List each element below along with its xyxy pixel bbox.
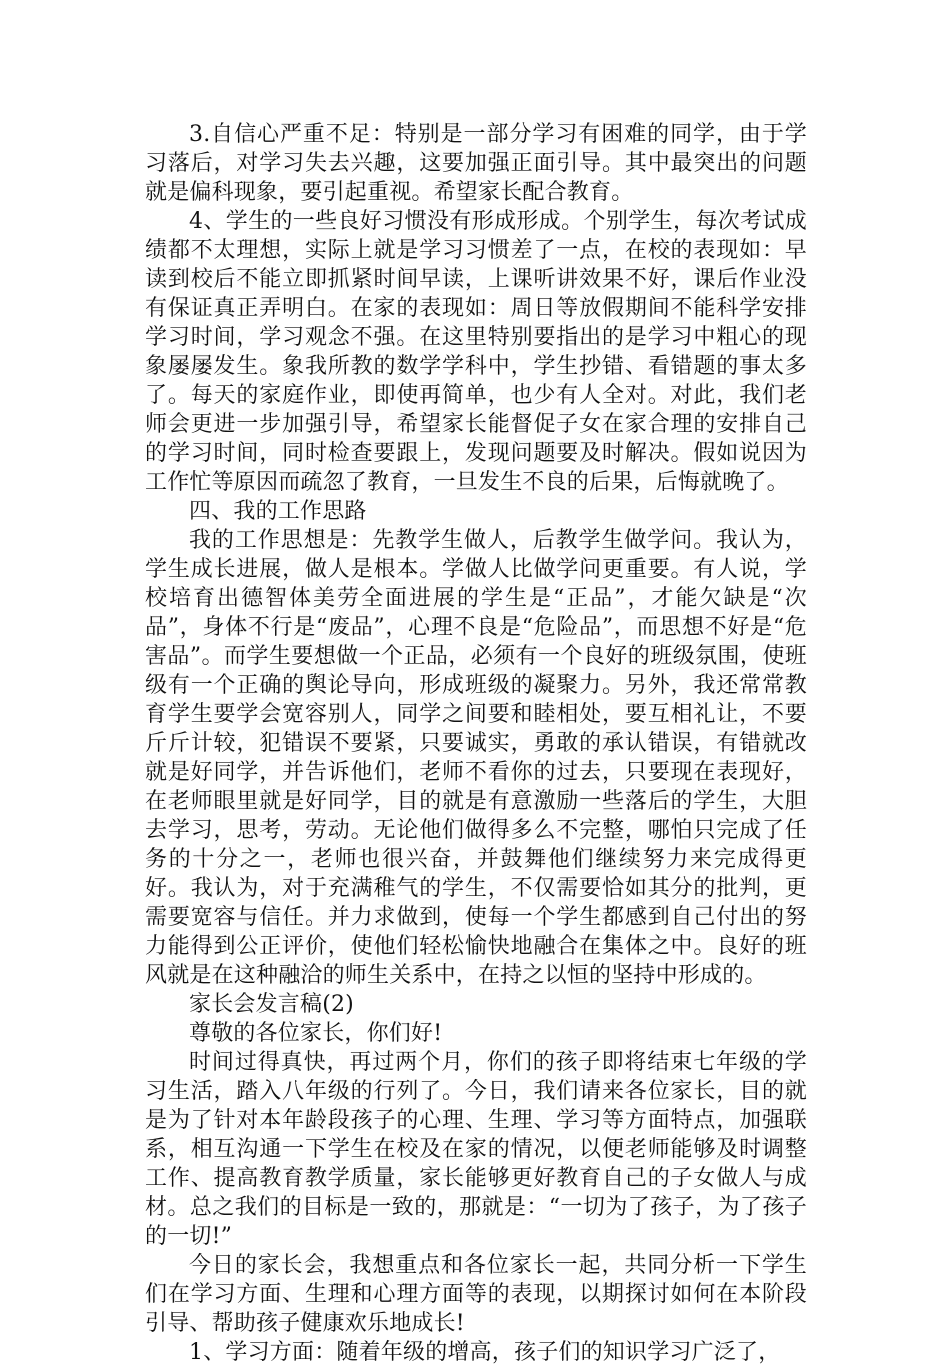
paragraph-meeting-purpose: 今日的家长会，我想重点和各位家长一起，共同分析一下学生们在学习方面、生理和心理方面等的表现，以期探讨如何在本阶段引导、帮助孩子健康欢乐地成长! (145, 1253, 807, 1336)
document-body (145, 120, 807, 1367)
speech-title: 家长会发言稿(2) (189, 992, 354, 1017)
greeting: 尊敬的各位家长，你们好! (189, 1021, 443, 1046)
paragraph-work-philosophy: 我的工作思想是：先教学生做人，后教学生做学问。我认为，学生成长进展，做人是根本。学做人比做学问更重要。有人说，学校培育出德智体美劳全面进展的学生是“正品”，才能欠缺是“次品”，身体不行是“废品”，心理不良是“危险品”，而思想不好是“危害品”。而学生要想做一个正品，必须有一个良好的班级氛围，使班级有一个正确的舆论导向，形成班级的凝聚力。另外，我还常常教育学生要学会宽容别人，同学之间要和睦相处，要互相礼让，不要斤斤计较，犯错误不要紧，只要诚实，勇敢的承认错误，有错就改就是好同学，并告诉他们，老师不看你的过去，只要现在表现好，在老师眼里就是好同学，目的就是有意激励一些落后的学生，大胆去学习，思考，劳动。无论他们做得多么不完整，哪怕只完成了任务的十分之一，老师也很兴奋，并鼓舞他们继续努力来完成得更好。我认为，对于充满稚气的学生，不仅需要恰如其分的批判，更需要宽容与信任。并力求做到，使每一个学生都感到自己付出的努力能得到公正评价，使他们轻松愉快地融合在集体之中。良好的班风就是在这种融洽的师生关系中，在持之以恒的坚持中形成的。 (145, 528, 807, 988)
paragraph-confidence: 3.自信心严重不足：特别是一部分学习有困难的同学，由于学习落后，对学习失去兴趣，这要加强正面引导。其中最突出的问题就是偏科现象，要引起重视。希望家长配合教育。 (145, 122, 807, 205)
paragraph-habits: 4、学生的一些良好习惯没有形成形成。个别学生，每次考试成绩都不太理想，实际上就是学习习惯差了一点，在校的表现如：早读到校后不能立即抓紧时间早读，上课听讲效果不好，课后作业没有保证真正弄明白。在家的表现如：周日等放假期间不能科学安排学习时间，学习观念不强。在这里特别要指出的是学习中粗心的现象屡屡发生。象我所教的数学学科中，学生抄错、看错题的事太多了。每天的家庭作业，即使再简单，也少有人全对。对此，我们老师会更进一步加强引导，希望家长能督促子女在家合理的安排自己的学习时间，同时检查要跟上，发现问题要及时解决。假如说因为工作忙等原因而疏忽了教育，一旦发生不良的后果，后悔就晚了。 (145, 209, 807, 495)
paragraph-intro: 时间过得真快，再过两个月，你们的孩子即将结束七年级的学习生活，踏入八年级的行列了。今日，我们请来各位家长，目的就是为了针对本年龄段孩子的心理、生理、学习等方面特点，加强联系，相互沟通一下学生在校及在家的情况，以便老师能够及时调整工作、提高教育教学质量，家长能够更好教育自己的子女做人与成材。总之我们的目标是一致的，那就是：“一切为了孩子，为了孩子的一切!” (145, 1050, 807, 1249)
section-heading-work-ideas: 四、我的工作思路 (189, 499, 367, 524)
paragraph-study-aspect: 1、学习方面：随着年级的增高，孩子们的知识学习广泛了， (189, 1340, 781, 1365)
